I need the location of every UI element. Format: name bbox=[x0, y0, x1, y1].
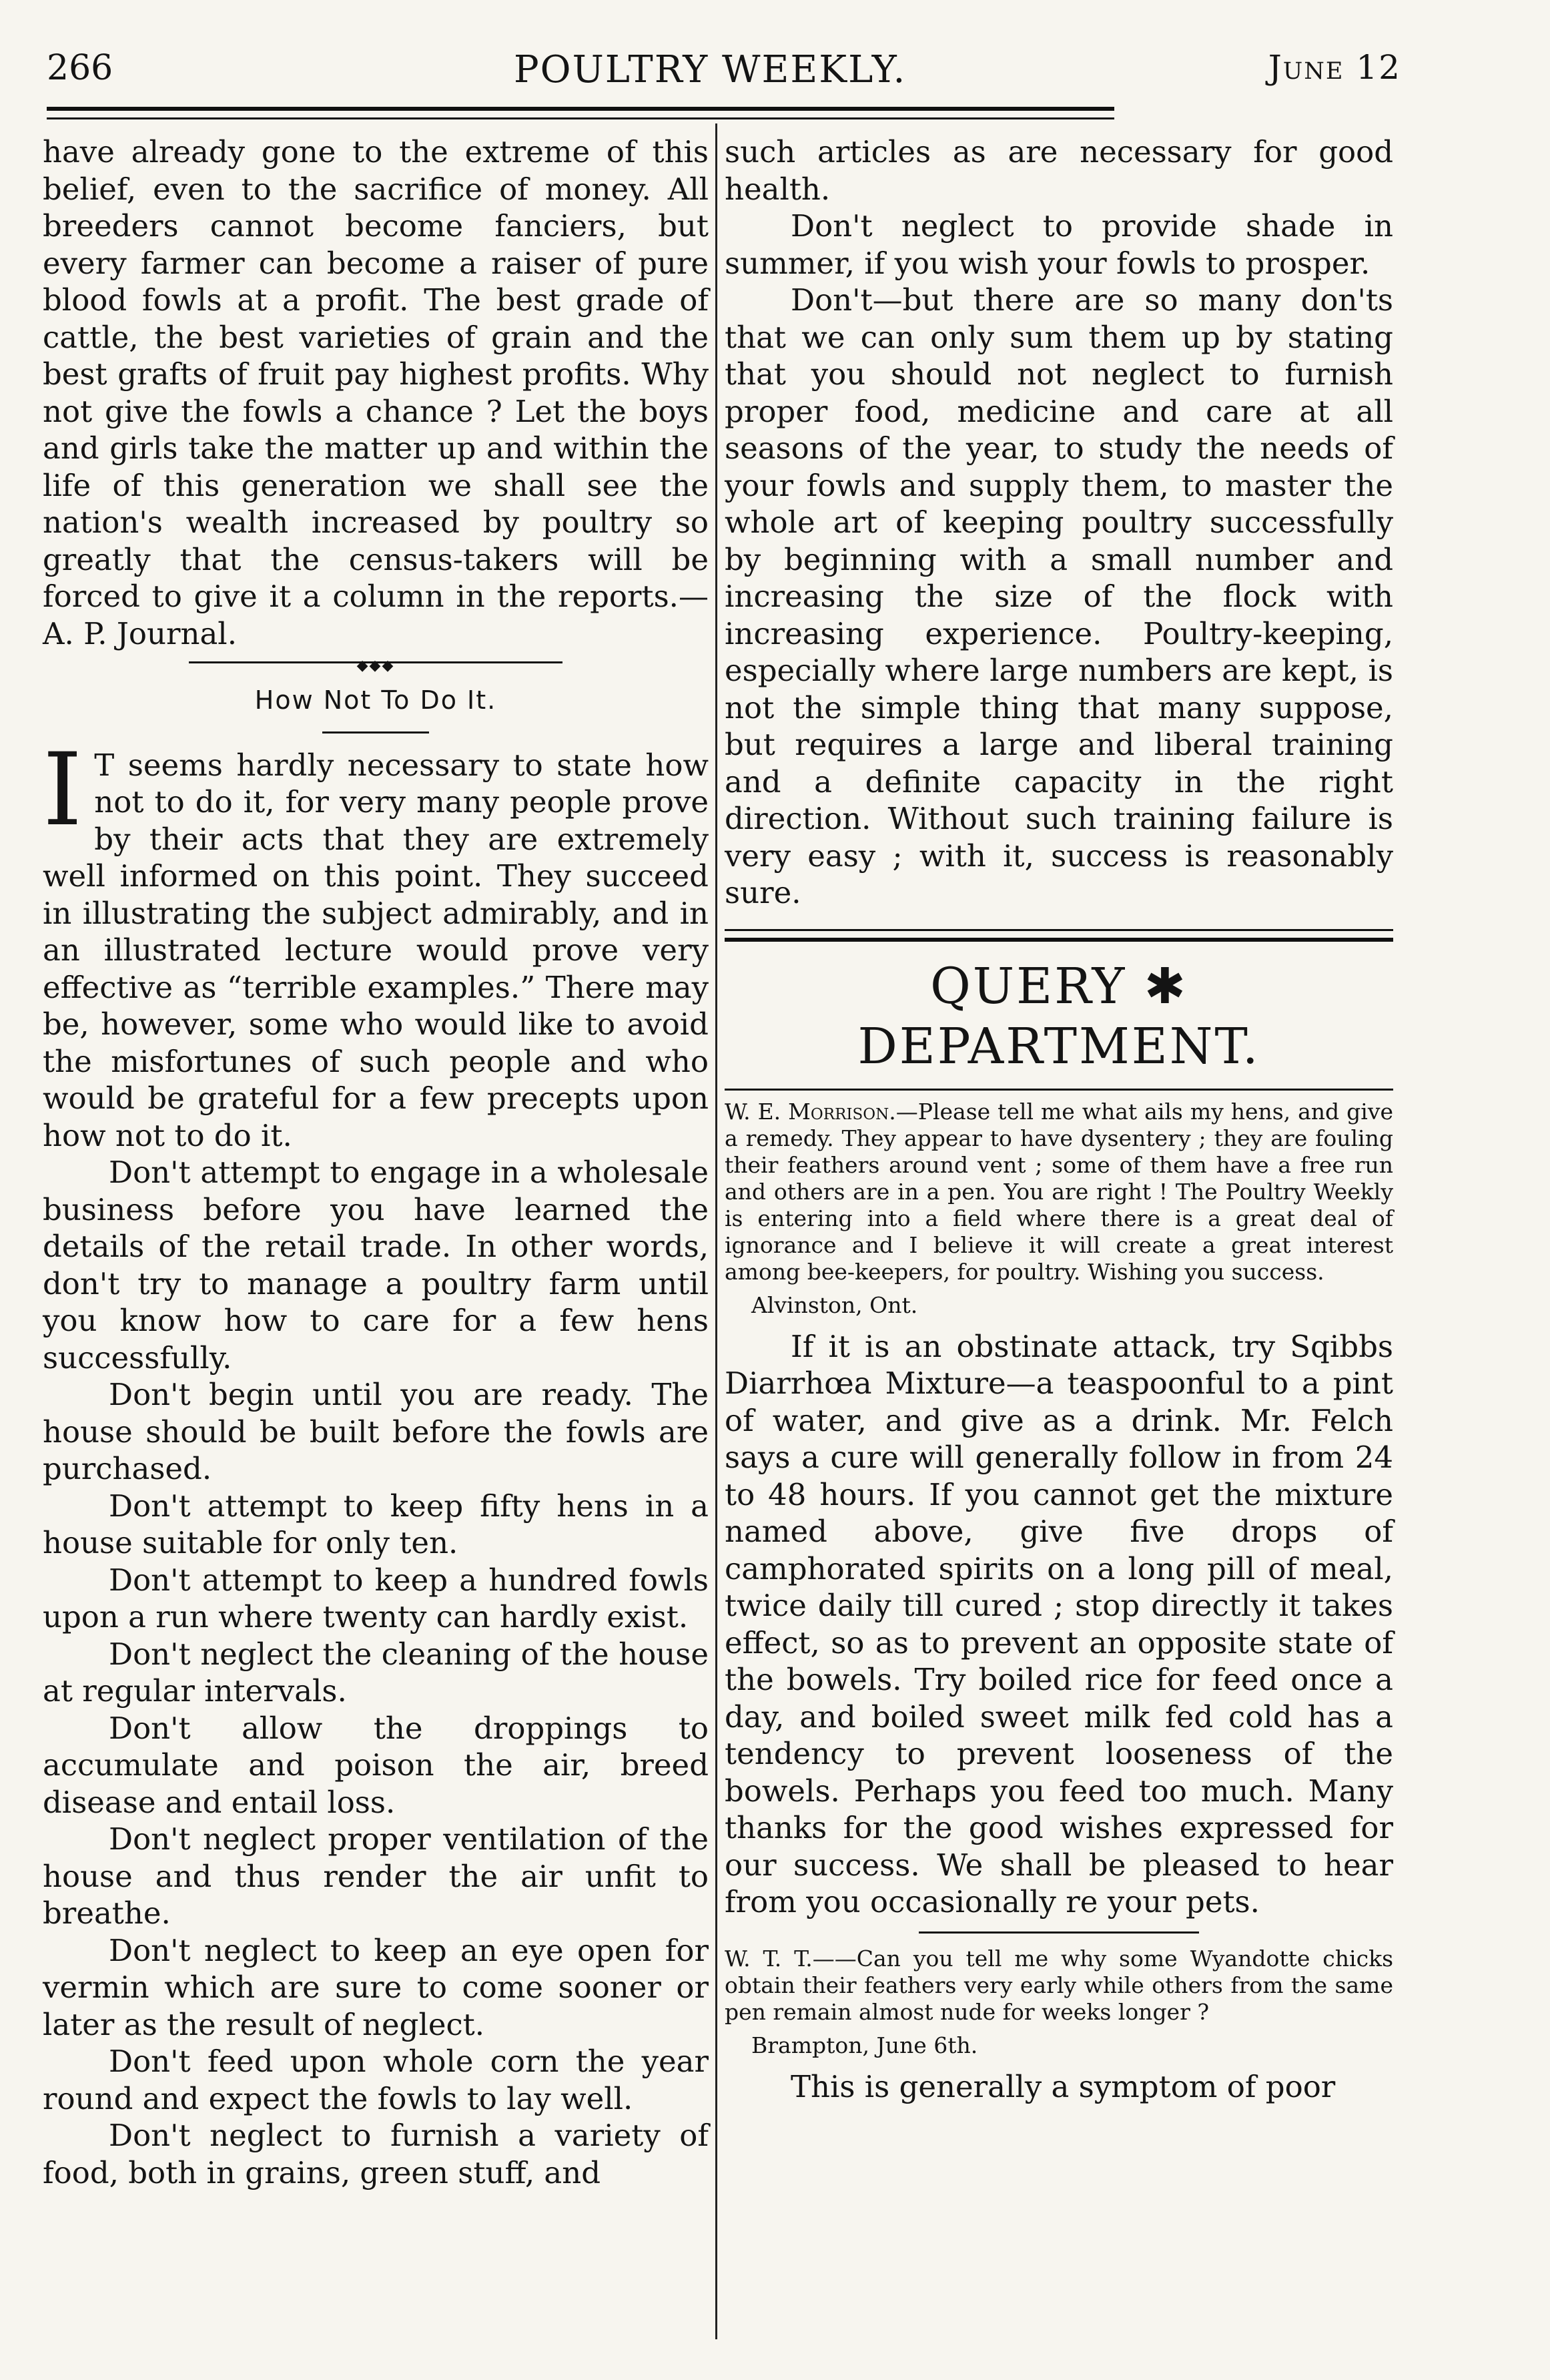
department-underline bbox=[725, 1089, 1393, 1091]
article-paragraph: Don't begin until you are ready. The house should be built before the fowls are purchased. bbox=[43, 1377, 709, 1486]
page-number: 266 bbox=[47, 48, 113, 88]
query-letter bbox=[725, 1946, 1393, 2026]
article-paragraph: Don't attempt to engage in a wholesale business before you have learned the details of the retail trade. In other words, don't try to manage a poultry farm until you know how to care for a few hens successfully. bbox=[43, 1155, 709, 1376]
article-paragraph: Don't attempt to keep fifty hens in a house suitable for only ten. bbox=[43, 1488, 709, 1560]
article-paragraph: Don't neglect the cleaning of the house at regular intervals. bbox=[43, 1636, 709, 1709]
article-paragraph: Don't feed upon whole corn the year round and expect the fowls to lay well. bbox=[43, 2044, 709, 2116]
query-text: ——Can you tell me why some Wyandotte chicks obtain their feathers very early while others from the same pen remain almost nude for weeks longer ? bbox=[725, 1945, 1393, 2025]
article-paragraph: Don't neglect to furnish a variety of food, both in grains, green stuff, and bbox=[43, 2118, 709, 2190]
left-column bbox=[43, 133, 709, 2191]
department-rule bbox=[725, 929, 1393, 942]
query-letter bbox=[725, 1099, 1393, 1285]
article-paragraph: Don't neglect to provide shade in summer, if you wish your fowls to prosper. bbox=[725, 208, 1393, 281]
header-rule bbox=[47, 107, 1114, 119]
drop-cap: I bbox=[43, 731, 83, 848]
query-place: Alvinston, Ont. bbox=[751, 1291, 918, 1318]
continuation-paragraph: such articles as are necessary for good health. bbox=[725, 134, 1393, 207]
section-ornament bbox=[189, 661, 562, 670]
article-paragraph: Don't neglect to keep an eye open for vermin which are sure to come sooner or later as the result of neglect. bbox=[43, 1932, 709, 2042]
query-place: Brampton, June 6th. bbox=[751, 2032, 978, 2058]
title-rule bbox=[322, 731, 429, 733]
query-separator bbox=[919, 1931, 1199, 1933]
article-paragraph: Don't allow the droppings to accumulate and poison the air, breed disease and entail loss. bbox=[43, 1710, 709, 1820]
first-paragraph bbox=[43, 731, 709, 1155]
query-text: —Please tell me what ails my hens, and give a remedy. They appear to have dysentery ; they are fouling their feathers around vent ; some of them have a free run and others are in a pen. You are right ! The Poultry Weekly is entering into a field where there is a great deal of ignorance and I believe it will create a great interest among bee-keepers, for poultry. Wishing you success. bbox=[725, 1098, 1393, 1285]
article-paragraph: Don't attempt to keep a hundred fowls upon a run where twenty can hardly exist. bbox=[43, 1562, 709, 1634]
publication-title: POULTRY WEEKLY. bbox=[514, 48, 907, 91]
query-signature: W. E. Morrison. bbox=[725, 1098, 896, 1125]
intro-paragraph: have already gone to the extreme of this belief, even to the sacrifice of money. All breeders cannot become fanciers, but every farmer can become a raiser of pure blood fowls at a profit. The best grade of cattle, the best varieties of grain and the best grafts of fruit pay highest profits. Why not give the fowls a chance ? Let the boys and girls take the matter up and within the life of this generation we shall see the nation's wealth increased by poultry so greatly that the census-takers will be forced to give it a column in the reports.—A. P. Journal. bbox=[43, 134, 709, 651]
page-header bbox=[47, 48, 1415, 101]
column-divider bbox=[715, 123, 717, 2339]
answer-paragraph: If it is an obstinate attack, try Sqibbs Diarrhœa Mixture—a teaspoonful to a pint of water, and give as a drink. Mr. Felch says a cure will generally follow in from 24 to 48 hours. If you cannot get the mixture named above, give five drops of camphorated spirits on a long pill of meal, twice daily till cured ; stop directly it takes effect, so as to prevent an opposite state of the bowels. Try boiled rice for feed once a day, and boiled sweet milk fed cold has a tendency to prevent looseness of the bowels. Perhaps you feed too much. Many thanks for the good wishes expressed for our success. We shall be pleased to hear from you occasionally re your pets. bbox=[725, 1328, 1393, 1919]
department-title: QUERY ✱ DEPARTMENT. bbox=[857, 957, 1260, 1075]
article-title: How Not To Do It. bbox=[254, 685, 497, 715]
issue-date: June 12 bbox=[1268, 48, 1401, 87]
first-paragraph-text: T seems hardly necessary to state how not to do it, for very many people prove by their acts that they are extremely well informed on this point. They succeed in illustrating the subject admirably, and in an illustrated lecture would prove very effective as “terrible examples.” There may be, however, some who would like to avoid the misfortunes of such people and who would be grateful for a few precepts upon how not to do it. bbox=[43, 747, 709, 1153]
article-paragraph: Don't neglect proper ventilation of the house and thus render the air unfit to breathe. bbox=[43, 1821, 709, 1931]
answer-paragraph: This is generally a symptom of poor bbox=[791, 2068, 1336, 2104]
article-paragraph: Don't—but there are so many don'ts that we can only sum them up by stating that you should not neglect to furnish proper food, medicine and care at all seasons of the year, to study the needs of your fowls and supply them, to master the whole art of keeping poultry successfully by beginning with a small number and increasing the size of the flock with increasing experience. Poultry-keeping, especially where large numbers are kept, is not the simple thing that many suppose, but requires a large and liberal training and a definite capacity in the right direction. Without such training failure is very easy ; with it, success is reasonably sure. bbox=[725, 282, 1393, 910]
right-column bbox=[725, 133, 1393, 2105]
query-signature: W. T. T. bbox=[725, 1945, 813, 1972]
